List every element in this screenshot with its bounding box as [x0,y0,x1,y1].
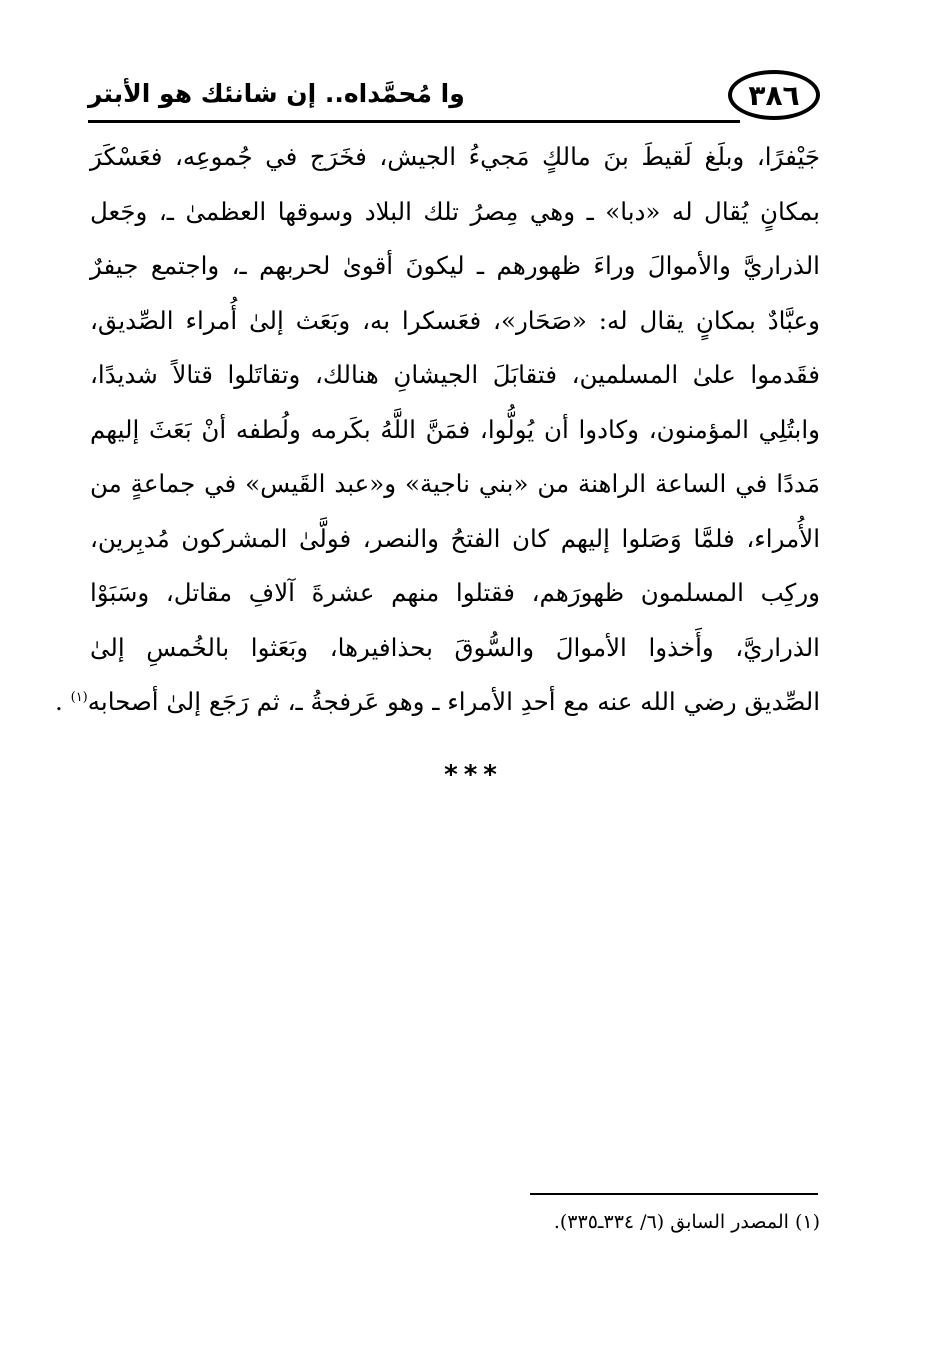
footnote-text: المصدر السابق (٦/ ٣٣٤ـ٣٣٥). [553,1211,795,1233]
footnote-marker: (١) [794,1211,820,1233]
text-line: وابتُلِي المؤمنون، وكادوا أن يُولُّوا، فمَنَّ اللَّهُ بكَرمه ولُطفه أنْ بَعَثَ إليهم [90,414,820,444]
footnote [400,1200,820,1244]
last-line-end: . [55,687,71,716]
text-line-last [55,675,820,730]
text-line: بمكانٍ يُقال له «دبا» ـ وهي مِصرُ تلك البلاد وسوقها العظمىٰ ـ، وجَعل [90,196,820,226]
page-header [88,66,820,126]
text-line: الذراريَّ، وأَخذوا الأموالَ والسُّوقَ بحذافيرها، وبَعَثوا بالخُمسِ إلىٰ [90,632,820,662]
section-separator [0,760,937,790]
text-line: الذراريَّ والأموالَ وراءَ ظهورهم ـ ليكونَ أقوىٰ لحربهم ـ، واجتمع جيفرٌ [90,251,820,280]
page-number: ٣٨٦ [728,70,820,120]
text-line: جَيْفرًا، وبلَغ لَقيطَ بنَ مالكٍ مَجيءُ الجيش، فخَرَج في جُموعِه، فعَسْكَرَ [90,142,820,171]
text-line: مَددًا في الساعة الراهنة من «بني ناجية» و«عبد القَيس» في جماعةٍ من [90,469,820,498]
text-line: وعبَّادٌ بمكانٍ يقال له: «صَحَار»، فعَسكرا به، وبَعَث إلىٰ أُمراء الصِّديق، [90,305,820,335]
separator-stars: *** [444,760,503,790]
header-rule [88,120,740,123]
text-line: وركِب المسلمون ظهورَهم، فقتلوا منهم عشرةَ آلافِ مقاتل، وسَبَوْا [90,578,820,607]
footnote-rule [530,1193,818,1195]
body-text [55,130,820,730]
last-line-text: الصِّديق رضي الله عنه مع أحدِ الأمراء ـ وهو عَرفجةُ ـ، ثم رَجَع إلىٰ أصحابه [87,687,820,716]
running-title: وا مُحمَّداه.. إن شانئك هو الأبتر [88,79,465,108]
text-line: فقَدموا علىٰ المسلمين، فتقابَلَ الجيشانِ هنالك، وتقاتَلوا قتالاً شديدًا، [90,360,820,389]
text-line: الأُمراء، فلمَّا وَصَلوا إليهم كان الفتحُ والنصر، فولَّىٰ المشركون مُدبِرين، [90,523,820,553]
footnote-reference[interactable]: (١) [70,689,88,705]
